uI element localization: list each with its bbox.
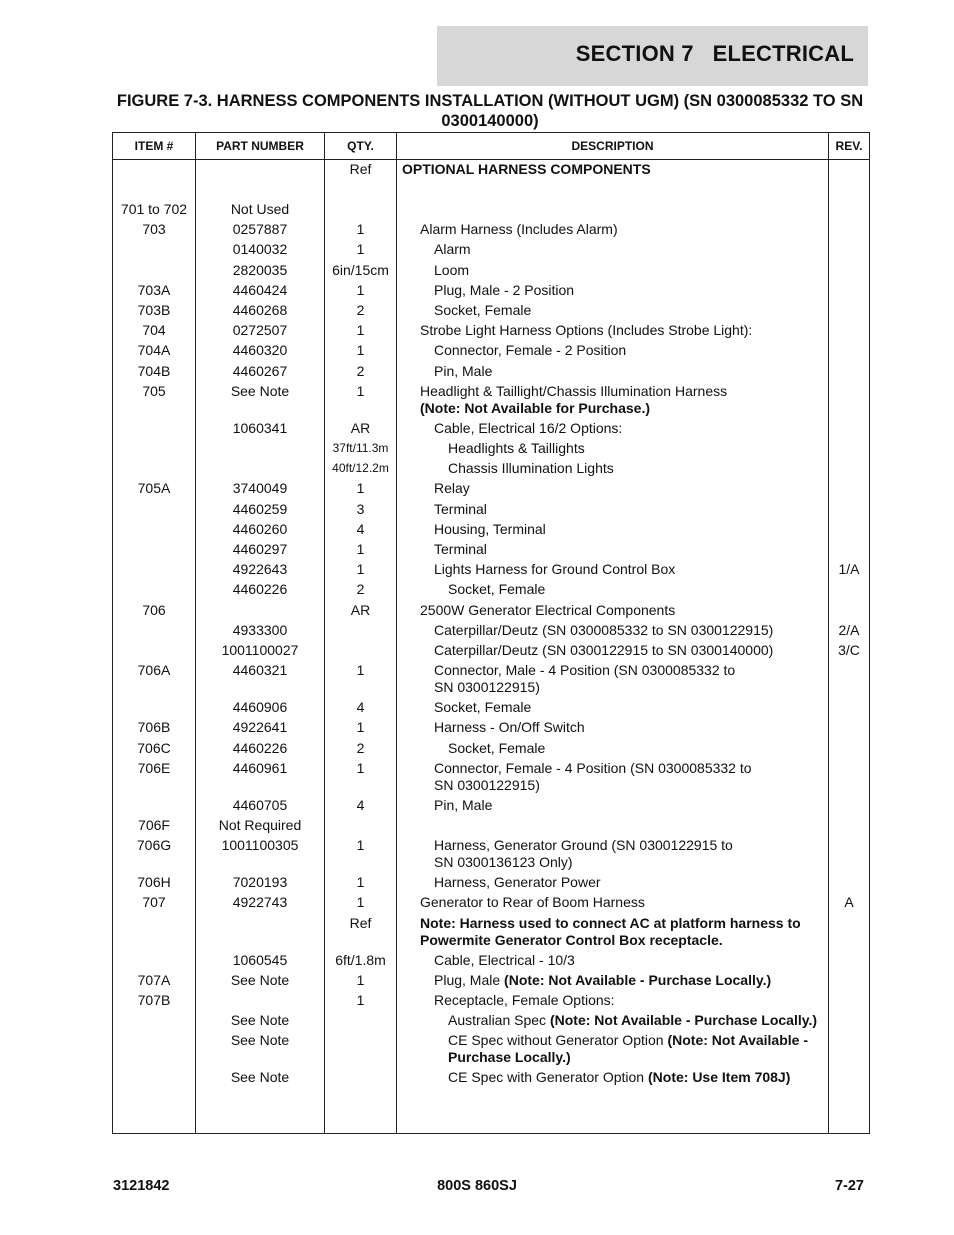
description-text: Alarm [434, 241, 471, 258]
description [397, 480, 864, 497]
part-number: 4460906 [232, 699, 288, 716]
part-number: 1060545 [232, 951, 288, 968]
description [397, 699, 864, 716]
table-row [113, 480, 869, 500]
description [397, 992, 864, 1009]
part-number: 4460226 [232, 739, 288, 756]
description [397, 241, 864, 258]
description-text-line2: Powermite Generator Control Box receptacle. [420, 931, 723, 948]
description-text: Relay [434, 480, 470, 497]
part-number: 0257887 [232, 221, 288, 238]
description [397, 302, 864, 319]
revision: 1/A [838, 561, 860, 578]
part-number: 3740049 [232, 480, 288, 497]
part-number: 4922643 [232, 561, 288, 578]
description [397, 952, 864, 969]
footer-page-number: 7-27 [834, 1178, 864, 1194]
part-number: 4460424 [232, 281, 288, 298]
quantity: AR [350, 601, 371, 618]
quantity: Ref [349, 160, 372, 177]
description [397, 719, 864, 736]
item-number: 707A [137, 971, 171, 988]
description [397, 1032, 878, 1066]
quantity: 2 [356, 301, 365, 318]
quantity: 4 [356, 699, 365, 716]
revision: A [844, 894, 854, 911]
item-number: 707B [137, 991, 171, 1008]
description [397, 282, 864, 299]
description-text: Harness - On/Off Switch [434, 719, 585, 736]
part-number: See Note [230, 1069, 290, 1086]
table-row [113, 1032, 869, 1069]
part-number: 4933300 [232, 621, 288, 638]
table-row [113, 1012, 869, 1032]
quantity: 1 [356, 221, 365, 238]
table-row [113, 797, 869, 817]
description-note: (Note: Not Available - Purchase Locally.) [504, 971, 772, 988]
description-text: Harness, Generator Power [434, 874, 601, 891]
part-number: 4460260 [232, 520, 288, 537]
item-number: 704 [142, 322, 166, 339]
part-number: See Note [230, 382, 290, 399]
description [397, 602, 850, 619]
table-row [113, 581, 869, 601]
description-text: CE Spec without Generator Option [448, 1032, 668, 1049]
part-number: 0140032 [232, 241, 288, 258]
part-number: 7020193 [232, 874, 288, 891]
description [397, 874, 864, 891]
quantity: 1 [356, 759, 365, 776]
description-text-line2: SN 0300136123 Only) [434, 854, 573, 871]
table-row [113, 541, 869, 561]
description-text: 2500W Generator Electrical Components [420, 601, 676, 618]
part-number: 4460226 [232, 581, 288, 598]
description-text: Receptacle, Female Options: [434, 991, 615, 1008]
item-number: 706C [137, 739, 171, 756]
quantity: 1 [356, 241, 365, 258]
description-text: Generator to Rear of Boom Harness [420, 894, 645, 911]
table-row [113, 262, 869, 282]
description-text: Socket, Female [434, 301, 532, 318]
description [397, 740, 878, 757]
table-row [113, 521, 869, 541]
description [397, 760, 864, 794]
table-row [113, 383, 869, 420]
table-row [113, 622, 869, 642]
part-number: 4460320 [232, 342, 288, 359]
description-note: (Note: Use Item 708J) [648, 1069, 791, 1086]
item-number: 703 [142, 221, 166, 238]
item-number: 706H [137, 874, 171, 891]
quantity: 1 [356, 971, 365, 988]
header-item: ITEM # [134, 139, 174, 153]
description [397, 837, 864, 871]
header-rev: REV. [835, 139, 863, 153]
description-text: Cable, Electrical - 10/3 [434, 951, 575, 968]
quantity: 37ft/11.3m [332, 440, 389, 455]
quantity: 6ft/1.8m [335, 951, 386, 968]
quantity: 1 [356, 719, 365, 736]
quantity: 1 [356, 342, 365, 359]
item-number: 706E [137, 759, 171, 776]
table-row [113, 181, 869, 201]
quantity: 1 [356, 874, 365, 891]
item-number: 705 [142, 382, 166, 399]
description-text: Connector, Female - 2 Position [434, 342, 627, 359]
description [397, 662, 864, 696]
quantity: 3 [356, 500, 365, 517]
table-row [113, 1069, 869, 1089]
part-number: 4460259 [232, 500, 288, 517]
description-text: Note: Harness used to connect AC at platform harness to [420, 914, 801, 931]
parts-table [112, 132, 870, 1134]
table-row [113, 363, 869, 383]
description [397, 221, 850, 238]
description-note: (Note: Not Available - Purchase Locally.) [549, 1012, 818, 1029]
description [397, 642, 864, 659]
description [397, 161, 832, 178]
description-text: Connector, Female - 4 Position (SN 0300085332 to [434, 759, 752, 776]
description-text: OPTIONAL HARNESS COMPONENTS [402, 160, 651, 177]
quantity: 1 [356, 480, 365, 497]
description-text: Terminal [434, 500, 487, 517]
description-text: Caterpillar/Deutz (SN 0300085332 to SN 0300122915) [434, 621, 774, 638]
item-number: 706 [142, 601, 166, 618]
part-number: 4460321 [232, 662, 288, 679]
description-text: Pin, Male [434, 796, 493, 813]
description [397, 420, 864, 437]
quantity: 1 [356, 662, 365, 679]
header-part-number: PART NUMBER [216, 139, 304, 153]
part-number: 1001100305 [221, 837, 299, 854]
description-text: Australian Spec [448, 1012, 550, 1029]
description-text: Socket, Female [448, 739, 546, 756]
table-row [113, 161, 869, 181]
description [397, 894, 850, 911]
description-text: Headlights & Taillights [448, 439, 585, 456]
section-title: SECTION 7 ELECTRICAL [575, 41, 854, 66]
quantity: AR [350, 419, 371, 436]
table-row [113, 837, 869, 874]
footer-doc-number: 3121842 [113, 1178, 170, 1194]
part-number: Not Used [230, 200, 290, 217]
table-row [113, 282, 869, 302]
description-text: Pin, Male [434, 362, 493, 379]
table-row [113, 972, 869, 992]
revision: 2/A [838, 621, 860, 638]
part-number: 4922641 [232, 719, 288, 736]
description-text: Strobe Light Harness Options (Includes Strobe Light): [420, 322, 753, 339]
description [397, 581, 878, 598]
table-header [113, 133, 869, 160]
quantity: 1 [356, 281, 365, 298]
part-number: 4922743 [232, 894, 288, 911]
table-row [113, 894, 869, 914]
item-number: 706G [136, 837, 172, 854]
item-number: 706B [137, 719, 171, 736]
part-number: 4460297 [232, 540, 288, 557]
table-row [113, 719, 869, 739]
table-row [113, 699, 869, 719]
description [397, 322, 850, 339]
part-number: 1060341 [232, 419, 288, 436]
part-number: 4460268 [232, 301, 288, 318]
description-text: CE Spec with Generator Option [448, 1069, 648, 1086]
revision: 3/C [838, 641, 860, 658]
table-row [113, 322, 869, 342]
item-number: 703A [137, 281, 171, 298]
table-row [113, 602, 869, 622]
description [397, 915, 850, 949]
description [397, 541, 864, 558]
table-row [113, 952, 869, 972]
description [397, 561, 864, 578]
description-text: Terminal [434, 540, 487, 557]
description [397, 342, 864, 359]
section-header [437, 26, 868, 86]
table-row [113, 460, 869, 480]
quantity: Ref [349, 914, 372, 931]
part-number: 4460961 [232, 759, 288, 776]
description-text: Loom [434, 261, 470, 278]
description-text: Socket, Female [434, 699, 532, 716]
description-text: Cable, Electrical 16/2 Options: [434, 419, 623, 436]
description [397, 363, 864, 380]
table-row [113, 740, 869, 760]
description-note: (Note: Not Available - [667, 1032, 808, 1049]
description-text: Harness, Generator Ground (SN 0300122915 to [434, 837, 733, 854]
part-number: 0272507 [232, 322, 288, 339]
description-text: Housing, Terminal [434, 520, 546, 537]
description-text: Alarm Harness (Includes Alarm) [420, 221, 618, 238]
quantity: 2 [356, 739, 365, 756]
description [397, 1012, 878, 1029]
item-number: 704B [137, 362, 171, 379]
description [397, 797, 864, 814]
quantity: 1 [356, 540, 365, 557]
quantity: 6in/15cm [332, 261, 389, 278]
description [397, 383, 850, 417]
footer-model: 800S 860SJ [437, 1178, 517, 1194]
table-row [113, 874, 869, 894]
table-row [113, 992, 869, 1012]
item-number: 706A [137, 662, 171, 679]
description-text: Lights Harness for Ground Control Box [434, 561, 676, 578]
description [397, 1069, 878, 1086]
table-row [113, 662, 869, 699]
part-number: 1001100027 [221, 641, 299, 658]
table-row [113, 241, 869, 261]
table-row [113, 302, 869, 322]
part-number: See Note [230, 971, 290, 988]
description-text: Socket, Female [448, 581, 546, 598]
table-row [113, 760, 869, 797]
quantity: 1 [356, 382, 365, 399]
description [397, 501, 864, 518]
description [397, 460, 878, 477]
description-text-line2: (Note: Not Available for Purchase.) [420, 399, 651, 416]
description-text-line2: Purchase Locally.) [448, 1049, 571, 1066]
table-row [113, 342, 869, 362]
table-row [113, 817, 869, 837]
quantity: 2 [356, 581, 365, 598]
description-text: Plug, Male - 2 Position [434, 281, 575, 298]
item-number: 707 [142, 894, 166, 911]
quantity: 2 [356, 362, 365, 379]
table-row [113, 221, 869, 241]
description-text-line2: SN 0300122915) [434, 776, 540, 793]
item-number: 705A [137, 480, 171, 497]
table-row [113, 420, 869, 440]
quantity: 4 [356, 796, 365, 813]
description-text: Caterpillar/Deutz (SN 0300122915 to SN 0300140000) [434, 641, 774, 658]
item-number: 703B [137, 301, 171, 318]
item-number: 701 to 702 [120, 200, 188, 217]
part-number: 4460267 [232, 362, 288, 379]
part-number: 2820035 [232, 261, 288, 278]
quantity: 1 [356, 894, 365, 911]
description-text: Chassis Illumination Lights [448, 460, 614, 477]
header-qty: QTY. [347, 139, 374, 153]
table-row [113, 501, 869, 521]
table-row [113, 915, 869, 952]
quantity: 40ft/12.2m [332, 461, 389, 476]
table-row [113, 642, 869, 662]
description [397, 262, 864, 279]
quantity: 1 [356, 991, 365, 1008]
quantity: 4 [356, 520, 365, 537]
description [397, 622, 864, 639]
table-row [113, 440, 869, 460]
part-number: Not Required [218, 816, 302, 833]
table-row [113, 201, 869, 221]
description-text-line2: SN 0300122915) [434, 679, 540, 696]
description-text: Plug, Male [434, 971, 505, 988]
description [397, 972, 864, 989]
description [397, 440, 878, 457]
description [397, 521, 864, 538]
figure-title: FIGURE 7-3. HARNESS COMPONENTS INSTALLATION (WITHOUT UGM) (SN 0300085332 TO SN 0300140000) [116, 92, 864, 130]
quantity: 1 [356, 561, 365, 578]
description-text: Headlight & Taillight/Chassis Illumination Harness [420, 382, 728, 399]
part-number: See Note [230, 1032, 290, 1049]
part-number: See Note [230, 1012, 290, 1029]
description-text: Connector, Male - 4 Position (SN 0300085332 to [434, 662, 736, 679]
table-row [113, 561, 869, 581]
item-number: 706F [138, 816, 170, 833]
item-number: 704A [137, 342, 171, 359]
header-description: DESCRIPTION [571, 139, 654, 153]
quantity: 1 [356, 837, 365, 854]
part-number: 4460705 [232, 796, 288, 813]
quantity: 1 [356, 322, 365, 339]
